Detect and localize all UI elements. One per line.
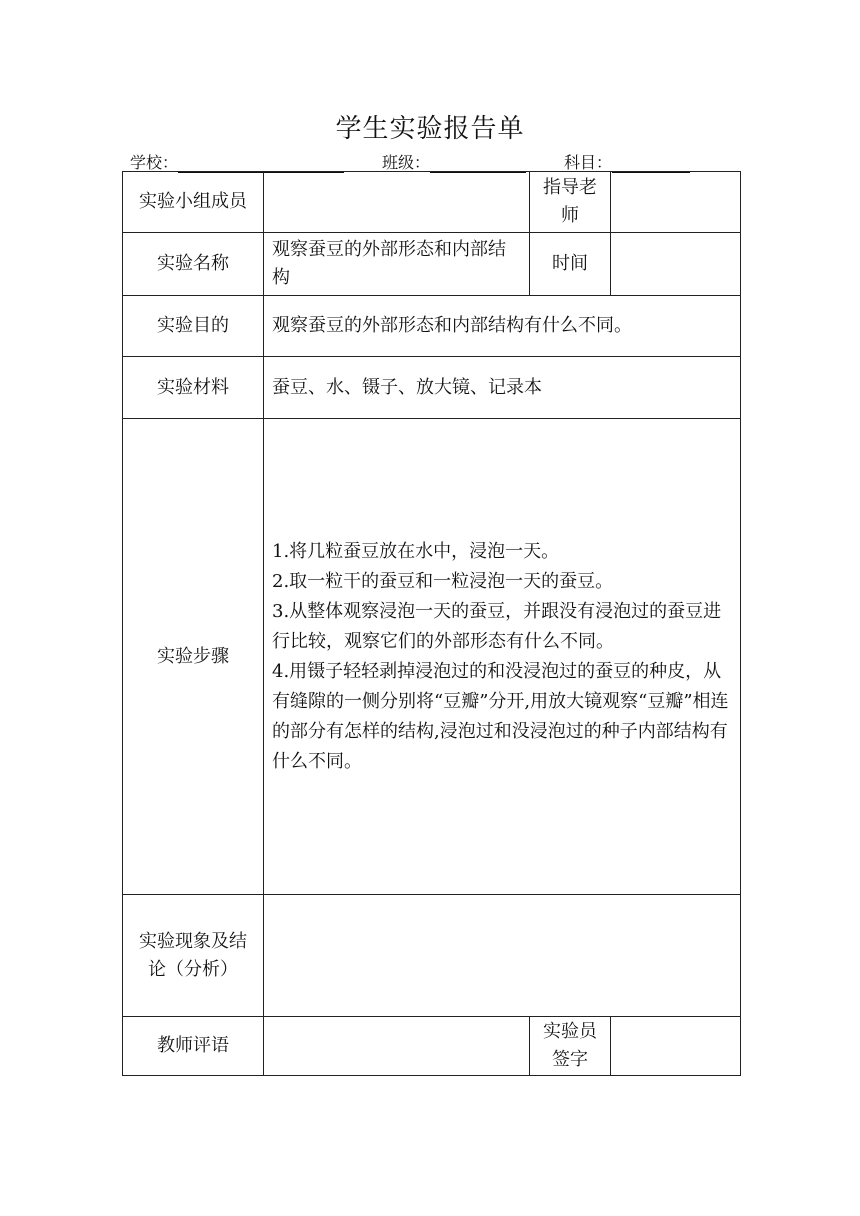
steps-label: 实验步骤: [123, 419, 264, 895]
members-row: [123, 172, 741, 233]
purpose-value[interactable]: 观察蚕豆的外部形态和内部结构有什么不同。: [264, 296, 741, 357]
time-value[interactable]: [611, 233, 741, 296]
subject-label: 科目：: [564, 153, 613, 172]
teacher-label: 指导老师: [530, 172, 611, 233]
steps-content[interactable]: [264, 419, 741, 895]
step-item: 4.用镊子轻轻剥掉浸泡过的和没浸泡过的蚕豆的种皮，从有缝隙的一侧分别将“豆瓣”分开,用放大镜观察“豆瓣”相连的部分有怎样的结构,浸泡过和没浸泡过的种子内部结构有什么不同。: [272, 660, 729, 772]
members-value[interactable]: [264, 172, 530, 233]
materials-row: [123, 357, 741, 419]
time-label: 时间: [530, 233, 611, 296]
school-label: 学校：: [130, 153, 179, 172]
step-item: 3.从整体观察浸泡一天的蚕豆，并跟没有浸泡过的蚕豆进行比较，观察它们的外部形态有什么不同。: [272, 600, 722, 652]
report-table: [122, 171, 741, 1076]
materials-value[interactable]: 蚕豆、水、镊子、放大镜、记录本: [264, 357, 741, 419]
teacher-comment-label: 教师评语: [123, 1017, 264, 1076]
members-label: 实验小组成员: [123, 172, 264, 233]
steps-row: [123, 419, 741, 895]
signer-value[interactable]: [611, 1017, 741, 1076]
step-item: 2.取一粒干的蚕豆和一粒浸泡一天的蚕豆。: [272, 570, 614, 592]
name-row: [123, 233, 741, 296]
class-label: 班级：: [382, 153, 431, 172]
class-field: [382, 150, 526, 173]
teacher-value[interactable]: [611, 172, 741, 233]
school-field: [130, 150, 344, 173]
subject-field: [564, 150, 690, 173]
header-info-row: [130, 150, 770, 172]
result-row: [123, 895, 741, 1017]
materials-label: 实验材料: [123, 357, 264, 419]
purpose-label: 实验目的: [123, 296, 264, 357]
step-item: 1.将几粒蚕豆放在水中，浸泡一天。: [272, 540, 560, 562]
result-label: 实验现象及结论（分析）: [123, 895, 264, 1017]
purpose-row: [123, 296, 741, 357]
signer-label: 实验员签字: [530, 1017, 611, 1076]
page-title: 学生实验报告单: [335, 114, 525, 144]
experiment-name-label: 实验名称: [123, 233, 264, 296]
result-value[interactable]: [264, 895, 741, 1017]
comment-row: [123, 1017, 741, 1076]
teacher-comment-value[interactable]: [264, 1017, 530, 1076]
experiment-name-value[interactable]: 观察蚕豆的外部形态和内部结构: [264, 233, 530, 296]
